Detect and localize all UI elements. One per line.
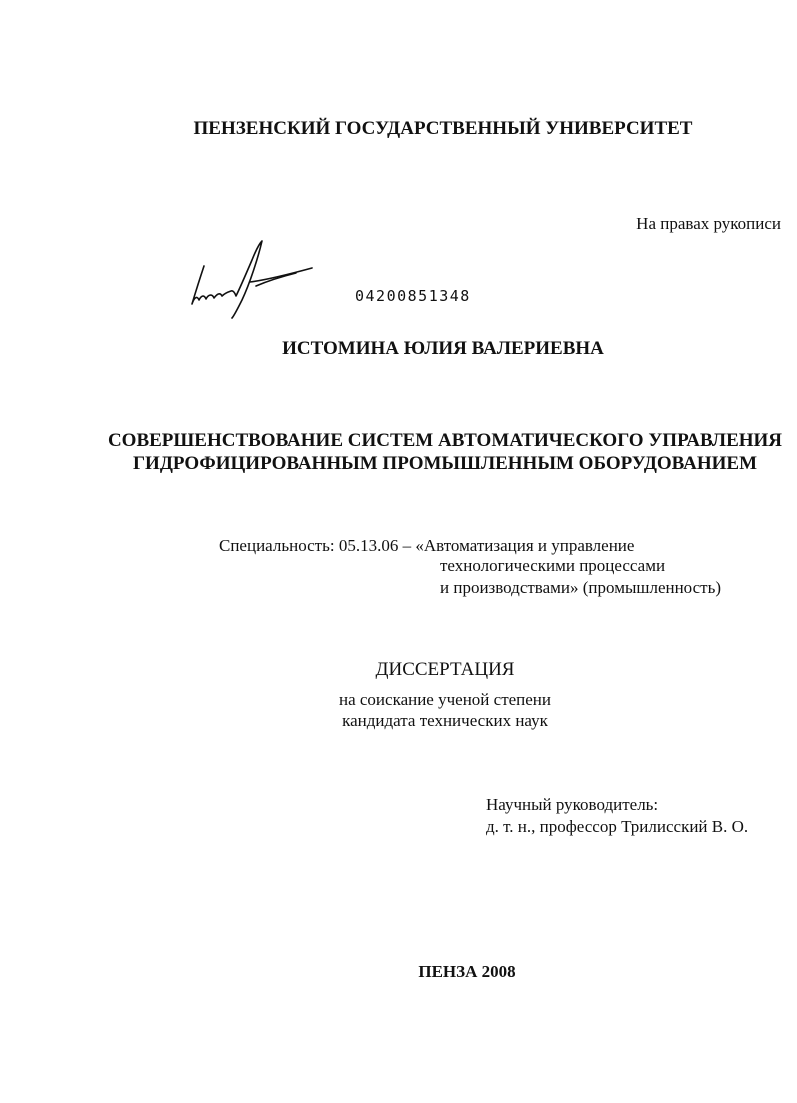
specialty-line-2: технологическими процессами (440, 556, 666, 575)
specialty-line-1: Специальность: 05.13.06 – «Автоматизация и управление (219, 536, 635, 555)
author-name: ИСТОМИНА ЮЛИЯ ВАЛЕРИЕВНА (282, 338, 604, 359)
thesis-title-line-2: ГИДРОФИЦИРОВАННЫМ ПРОМЫШЛЕННЫМ ОБОРУДОВАНИЕМ (132, 453, 758, 474)
city-year: ПЕНЗА 2008 (418, 962, 516, 981)
advisor-name: д. т. н., профессор Трилисский В. О. (486, 817, 749, 836)
advisor-label: Научный руководитель: (486, 795, 659, 814)
degree-line-1: на соискание ученой степени (338, 690, 552, 709)
degree-line-2: кандидата технических наук (342, 711, 548, 730)
specialty-line-3: и производствами» (промышленность) (440, 578, 721, 597)
university-name: ПЕНЗЕНСКИЙ ГОСУДАРСТВЕННЫЙ УНИВЕРСИТЕТ (193, 118, 693, 139)
thesis-title-line-1: СОВЕРШЕНСТВОВАНИЕ СИСТЕМ АВТОМАТИЧЕСКОГО УПРАВЛЕНИЯ (107, 430, 783, 451)
registration-number: 04200851348 (355, 287, 471, 305)
document-type: ДИССЕРТАЦИЯ (375, 659, 515, 680)
handwritten-signature (186, 238, 326, 322)
rights-notice: На правах рукописи (636, 214, 781, 233)
